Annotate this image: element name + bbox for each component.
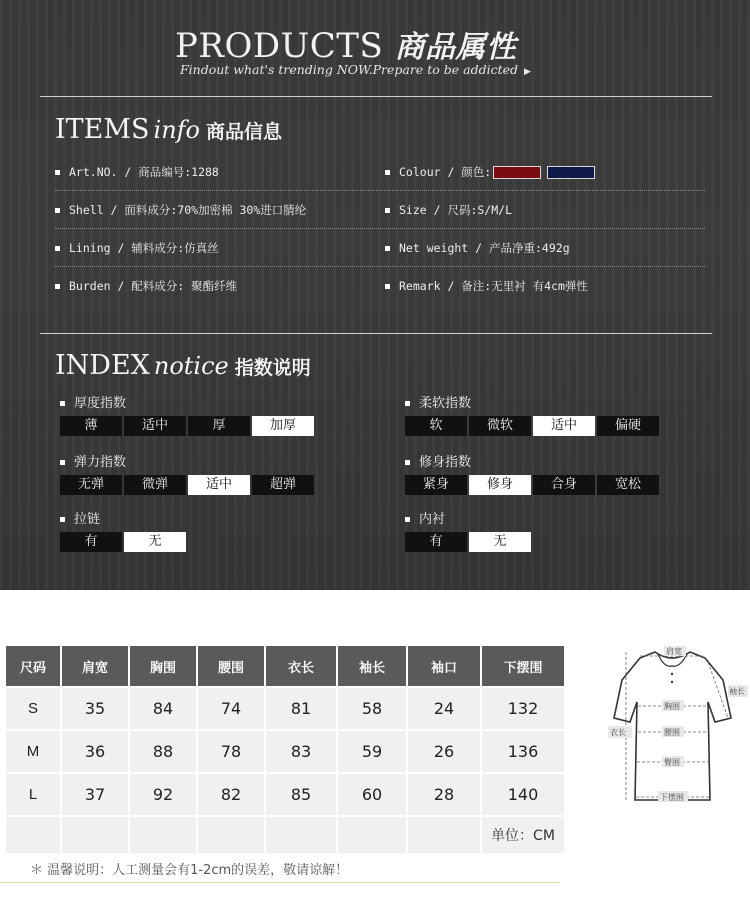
bullet-icon: [60, 401, 65, 406]
info-lining: Lining / 辅料成分:仿真丝: [55, 240, 219, 256]
table-cell: [5, 816, 61, 854]
index-option: 适中: [124, 416, 186, 436]
index-options: [60, 532, 188, 552]
info-row: [55, 229, 705, 267]
table-cell: [407, 816, 481, 854]
table-cell: [265, 816, 337, 854]
info-row: [55, 267, 705, 305]
table-cell: 136: [481, 730, 565, 773]
column-header: 袖口: [407, 645, 481, 687]
hip-label: 臀围: [664, 758, 680, 767]
bullet-icon: [60, 460, 65, 465]
size-table: [4, 644, 566, 855]
index-options: [405, 416, 661, 436]
divider: [40, 96, 712, 97]
table-cell: 28: [407, 773, 481, 816]
table-cell: 140: [481, 773, 565, 816]
index-option: 无: [469, 532, 531, 552]
bullet-icon: [385, 246, 390, 251]
table-cell: 83: [265, 730, 337, 773]
index-label: 内衬: [405, 508, 533, 528]
size-table-header: [5, 645, 565, 687]
table-cell: 35: [61, 687, 129, 730]
info-art-no: Art.NO. / 商品编号:1288: [55, 164, 219, 180]
index-options: [405, 475, 661, 495]
info-net-weight: Net weight / 产品净重:492g: [385, 240, 570, 256]
index-option: 偏硬: [597, 416, 659, 436]
table-cell: [337, 816, 407, 854]
fit-index: [405, 451, 661, 495]
button-dot: [671, 673, 673, 675]
index-option: 合身: [533, 475, 595, 495]
table-cell: 74: [197, 687, 265, 730]
table-cell: 92: [129, 773, 197, 816]
index-label: 厚度指数: [60, 392, 316, 412]
table-cell: 84: [129, 687, 197, 730]
shoulder-label: 肩宽: [666, 647, 682, 656]
index-option: 无弹: [60, 475, 122, 495]
bullet-icon: [55, 208, 60, 213]
page-subtitle: [180, 62, 531, 77]
info-row: [55, 191, 705, 229]
column-header: 衣长: [265, 645, 337, 687]
table-cell: 60: [337, 773, 407, 816]
index-section-title: [55, 350, 311, 381]
bullet-icon: [385, 208, 390, 213]
column-header: 尺码: [5, 645, 61, 687]
index-label: 弹力指数: [60, 451, 316, 471]
index-option: 加厚: [252, 416, 314, 436]
bullet-icon: [55, 246, 60, 251]
zipper-index: [60, 508, 188, 552]
index-option: 微弹: [124, 475, 186, 495]
index-option: 薄: [60, 416, 122, 436]
unit-label: 单位：CM: [481, 816, 565, 854]
index-title-cn: 指数说明: [234, 357, 311, 379]
info-row: [55, 153, 705, 191]
index-option: 紧身: [405, 475, 467, 495]
color-swatch-navy[interactable]: [547, 166, 595, 179]
index-options: [60, 416, 316, 436]
items-title-cn: 商品信息: [206, 121, 283, 143]
measurement-note: ＊ 温馨说明：人工测量会有1-2cm的误差，敬请谅解！: [30, 863, 349, 878]
sleeve-label: 袖长: [729, 687, 745, 696]
index-option: 软: [405, 416, 467, 436]
page-title: [175, 22, 517, 66]
table-cell: [61, 816, 129, 854]
title-en: PRODUCTS: [175, 26, 384, 66]
button-dot: [671, 681, 673, 683]
table-cell: 82: [197, 773, 265, 816]
table-cell: 85: [265, 773, 337, 816]
column-header: 下摆围: [481, 645, 565, 687]
index-option: 适中: [533, 416, 595, 436]
waist-label: 腰围: [664, 728, 680, 737]
softness-index: [405, 392, 661, 436]
info-burden: Burden / 配料成分: 聚酯纤维: [55, 278, 237, 294]
table-cell: [129, 816, 197, 854]
index-option: 超弹: [252, 475, 314, 495]
chest-label: 胸围: [664, 702, 680, 711]
index-option: 微软: [469, 416, 531, 436]
length-label: 衣长: [610, 728, 626, 737]
items-title-it: info: [153, 116, 200, 144]
thickness-index: [60, 392, 316, 436]
table-cell: 88: [129, 730, 197, 773]
table-row: [5, 773, 565, 816]
bullet-icon: [60, 517, 65, 522]
table-cell: [197, 816, 265, 854]
items-section-title: [55, 114, 282, 145]
table-cell: 58: [337, 687, 407, 730]
info-size: Size / 尺码:S/M/L: [385, 202, 512, 218]
bullet-icon: [385, 170, 390, 175]
table-cell: L: [5, 773, 61, 816]
unit-row: [5, 816, 565, 854]
index-option: 无: [124, 532, 186, 552]
index-options: [405, 532, 533, 552]
index-label: 修身指数: [405, 451, 661, 471]
info-remark: Remark / 备注:无里衬 有4cm弹性: [385, 278, 588, 294]
index-options: [60, 475, 316, 495]
table-cell: 26: [407, 730, 481, 773]
table-cell: 37: [61, 773, 129, 816]
table-cell: 36: [61, 730, 129, 773]
hem-label: 下摆围: [660, 793, 684, 802]
bullet-icon: [55, 284, 60, 289]
items-title-en: ITEMS: [55, 114, 150, 145]
divider: [0, 882, 560, 883]
bullet-icon: [405, 401, 410, 406]
lining-index: [405, 508, 533, 552]
table-cell: 81: [265, 687, 337, 730]
table-cell: 59: [337, 730, 407, 773]
index-label: 柔软指数: [405, 392, 661, 412]
column-header: 腰围: [197, 645, 265, 687]
column-header: 胸围: [129, 645, 197, 687]
table-cell: M: [5, 730, 61, 773]
index-option: 有: [60, 532, 122, 552]
index-option: 修身: [469, 475, 531, 495]
index-option: 有: [405, 532, 467, 552]
index-title-en: INDEX: [55, 350, 150, 381]
play-arrow-icon: ▶: [524, 67, 531, 77]
color-swatch-wine[interactable]: [493, 166, 541, 179]
elasticity-index: [60, 451, 316, 495]
bullet-icon: [385, 284, 390, 289]
bullet-icon: [405, 460, 410, 465]
table-cell: S: [5, 687, 61, 730]
column-header: 肩宽: [61, 645, 129, 687]
index-title-it: notice: [153, 352, 229, 380]
index-option: 适中: [188, 475, 250, 495]
title-cn: 商品属性: [394, 30, 517, 65]
subtitle-text: Findout what's trending NOW.Prepare to be addicted: [180, 62, 518, 77]
table-row: [5, 687, 565, 730]
index-label: 拉链: [60, 508, 188, 528]
bullet-icon: [55, 170, 60, 175]
index-option: 宽松: [597, 475, 659, 495]
table-row: [5, 730, 565, 773]
column-header: 袖长: [337, 645, 407, 687]
table-cell: 78: [197, 730, 265, 773]
index-option: 厚: [188, 416, 250, 436]
bullet-icon: [405, 517, 410, 522]
table-cell: 132: [481, 687, 565, 730]
divider: [40, 333, 712, 334]
info-colour: Colour / 颜色:: [385, 164, 595, 180]
table-cell: 24: [407, 687, 481, 730]
info-shell: Shell / 面料成分:70%加密棉 30%进口腈纶: [55, 202, 306, 218]
garment-measurement-diagram: [600, 640, 750, 815]
